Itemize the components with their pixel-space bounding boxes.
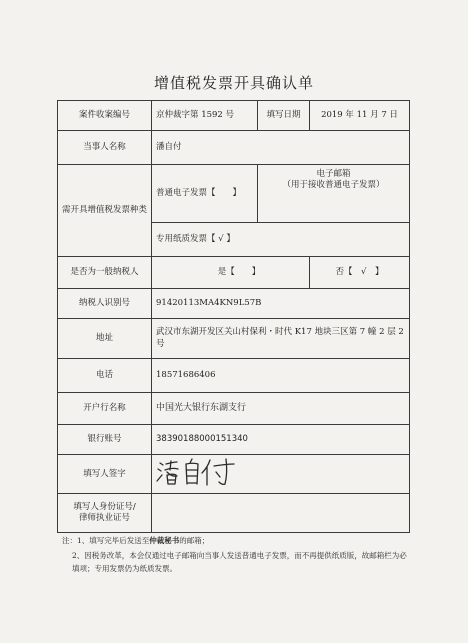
address-label: 地址 <box>58 319 152 359</box>
note-1-emphasis: 仲裁秘书 <box>149 536 180 545</box>
phone-label: 电话 <box>58 359 152 393</box>
special-paper-invoice-option[interactable]: 专用纸质发票【 √ 】 <box>152 223 410 257</box>
party-name-value[interactable]: 潘自付 <box>152 131 410 165</box>
address-value[interactable]: 武汉市东湖开发区关山村保利・时代 K17 地块三区第 7 幢 2 层 2 号 <box>152 319 410 359</box>
no-option[interactable]: 否【 √ 】 <box>310 257 410 289</box>
handwritten-signature <box>152 455 272 489</box>
party-name-label: 当事人名称 <box>58 131 152 165</box>
tax-id-label: 纳税人识别号 <box>58 289 152 319</box>
row-tax-id <box>58 289 410 319</box>
row-bank-name <box>58 393 410 425</box>
page-title: 增值税发票开具确认单 <box>153 74 314 92</box>
case-number-label: 案件收案编号 <box>58 101 152 131</box>
bank-name-label: 开户行名称 <box>58 393 152 425</box>
bank-account-label: 银行账号 <box>58 425 152 455</box>
confirmation-form <box>57 100 410 533</box>
id-number-label-line1: 填写人身份证号/ <box>73 502 136 512</box>
footnotes <box>62 535 414 577</box>
fill-date-value[interactable]: 2019 年 11 月 7 日 <box>310 101 410 131</box>
row-id-number <box>58 494 410 533</box>
row-invoice-type-ordinary <box>58 165 410 223</box>
yes-option[interactable]: 是【 】 <box>152 257 310 289</box>
ordinary-e-invoice-option[interactable]: 普通电子发票【 】 <box>152 165 258 223</box>
tax-id-value[interactable]: 91420113MA4KN9L57B <box>152 289 410 319</box>
case-number-value[interactable]: 京仲裁字第 1592 号 <box>152 101 258 131</box>
bank-account-value[interactable]: 38390188000151340 <box>152 425 410 455</box>
bank-name-value[interactable]: 中国光大银行东湖支行 <box>152 393 410 425</box>
phone-value[interactable]: 18571686406 <box>152 359 410 393</box>
row-signature <box>58 455 410 494</box>
id-number-value[interactable] <box>152 494 410 533</box>
row-address <box>58 319 410 359</box>
row-case-number <box>58 101 410 131</box>
email-cell[interactable] <box>258 165 410 223</box>
id-number-label-line2: 律师执业证号 <box>78 513 130 524</box>
signature-cell[interactable] <box>152 455 410 494</box>
signer-label: 填写人签字 <box>58 455 152 494</box>
row-party-name <box>58 131 410 165</box>
note-2: 2、因税务改革，本会仅通过电子邮箱向当事人发送普通电子发票，而不再提供纸质版，故邮箱栏为必填项；专用发票仍为纸质发票。 <box>72 550 407 573</box>
fill-date-label: 填写日期 <box>258 101 310 131</box>
row-phone <box>58 359 410 393</box>
note-1-suffix: 的邮箱； <box>179 536 210 545</box>
note-1 <box>62 535 414 548</box>
id-number-label <box>58 494 152 533</box>
row-bank-account <box>58 425 410 455</box>
email-label: 电子邮箱 <box>316 169 351 179</box>
email-label-note: （用于接收普通电子发票） <box>282 180 385 191</box>
general-taxpayer-label: 是否为一般纳税人 <box>58 257 152 289</box>
row-general-taxpayer <box>58 257 410 289</box>
invoice-type-label: 需开具增值税发票种类 <box>58 165 152 257</box>
note-1-prefix: 注：1、填写完毕后发送至 <box>62 536 150 545</box>
